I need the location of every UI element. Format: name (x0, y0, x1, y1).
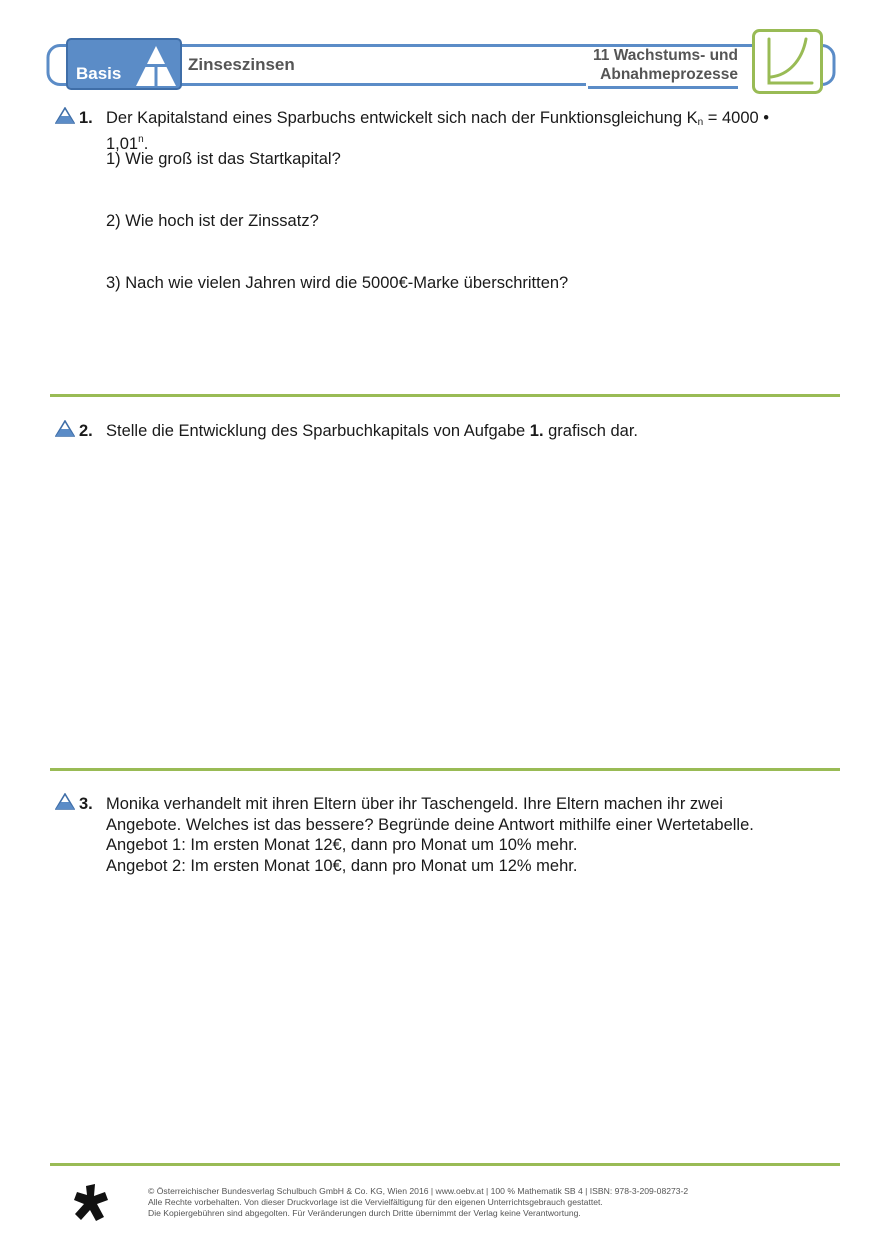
chapter-title-line-2: Abnahmeprozesse (600, 66, 738, 83)
basis-triangle-icon (134, 44, 178, 88)
basis-label: Basis (76, 64, 122, 83)
publisher-logo-icon (72, 1183, 110, 1223)
task-3-offer-1: Angebot 1: Im ersten Monat 12€, dann pro Monat um 10% mehr. (106, 836, 578, 854)
chapter-underline (588, 86, 738, 89)
task-1-subscript: n (697, 117, 704, 128)
task-2-reference: 1. (529, 422, 544, 440)
task-3-number: 3. (79, 795, 93, 813)
task-3-line-2: Angebote. Welches ist das bessere? Begründe deine Antwort mithilfe einer Wertetabelle. (106, 816, 754, 834)
basis-level-icon (55, 107, 75, 124)
task-1-base: 1,01 (106, 135, 139, 153)
basis-badge (66, 38, 182, 90)
task-1-period: . (143, 135, 149, 153)
task-1-statement (106, 108, 836, 133)
copyright-line-3: Die Kopiergebühren sind abgegolten. Für Veränderungen durch Dritte übernimmt der Verlag keine Verantwortung. (148, 1208, 581, 1218)
task-3-line-1: Monika verhandelt mit ihren Eltern über ihr Taschengeld. Ihre Eltern machen ihr zwei (106, 795, 723, 813)
section-divider (50, 394, 840, 397)
task-2-text: Stelle die Entwicklung des Sparbuchkapitals von Aufgabe (106, 422, 530, 440)
task-1-intro: Der Kapitalstand eines Sparbuchs entwickelt sich nach der Funktionsgleichung K (106, 109, 698, 127)
topic-title: Zinseszinsen (188, 55, 295, 74)
chapter-title-line-1: 11 Wachstums- und (593, 47, 738, 64)
task-2-text-end: grafisch dar. (543, 422, 639, 440)
task-2-number: 2. (79, 422, 93, 440)
section-divider (50, 768, 840, 771)
task-1-intro-end: = 4000 • (703, 109, 770, 127)
task-1-question-3: 3) Nach wie vielen Jahren wird die 5000€-Marke überschritten? (106, 274, 569, 292)
copyright-line-2: Alle Rechte vorbehalten. Von dieser Druckvorlage ist die Vervielfältigung für den eigenen Unterrichtsgebrauch gestattet. (148, 1197, 603, 1207)
chapter-title (520, 46, 738, 84)
task-1-question-2: 2) Wie hoch ist der Zinssatz? (106, 212, 319, 230)
task-2-statement (106, 421, 638, 442)
task-1-exponent: n (138, 134, 144, 145)
task-3-offer-2: Angebot 2: Im ersten Monat 10€, dann pro Monat um 12% mehr. (106, 857, 578, 875)
basis-level-icon (55, 793, 75, 810)
task-1-number: 1. (79, 109, 93, 127)
footer-divider (50, 1163, 840, 1166)
copyright-notice (148, 1186, 688, 1219)
basis-level-icon (55, 420, 75, 437)
task-1-question-1: 1) Wie groß ist das Startkapital? (106, 150, 341, 168)
copyright-line-1: © Österreichischer Bundesverlag Schulbuch GmbH & Co. KG, Wien 2016 | www.oebv.at | 100 % Mathematik SB 4 | ISBN: 978-3-209-08273-2 (148, 1186, 689, 1196)
growth-graph-icon (752, 29, 823, 94)
